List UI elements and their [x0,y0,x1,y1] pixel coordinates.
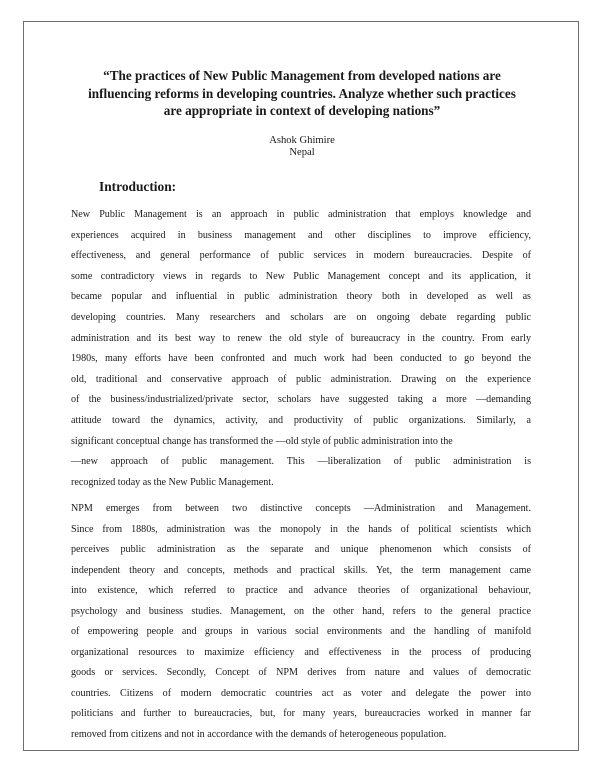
text-line: of the business/industrialized/private sector, scholars have suggested taking a more ―demanding [71,394,531,406]
author-country: Nepal [289,147,315,158]
text-line: countries. Citizens of modern democratic countries act as voter and delegate the power into [71,687,531,699]
text-line: significant conceptual change has transformed the ―old style of public administration into the [71,435,453,447]
text-line: of empowering people and groups in various social environments and the handling of manifold [71,626,531,637]
text-line: independent theory and concepts, methods and practical skills. Yet, the term management came [71,564,531,576]
paragraph-1 [71,205,531,493]
text-line: some contradictory views in regards to New Public Management concept and its application, it [71,270,531,282]
text-line: politicians and further to bureaucracies, but, for many years, bureaucracies worked in manner far [71,708,531,719]
title-line: “The practices of New Public Management from developed nations are [103,68,501,83]
text-line: attitude toward the dynamics, activity, and productivity of public organizations. Similarly, a [71,414,531,426]
text-line: ―new approach of public management. This ―liberalization of public administration is [71,456,531,468]
document-title [74,67,530,120]
text-line: recognized today as the New Public Management. [71,476,274,488]
text-line: New Public Management is an approach in public administration that employs knowledge and [71,209,531,220]
text-line: 1980s, many efforts have been confronted and much work had been conducted to go beyond the [71,353,531,365]
document-page [23,21,579,751]
text-line: NPM emerges from between two distinctive concepts ―Administration and Management. [71,503,531,514]
text-line: administration and its best way to renew the old style of bureaucracy in the country. From early [71,332,531,344]
text-line: effectiveness, and general performance of public services in modern bureaucracies. Despite of [71,250,531,262]
text-line: perceives public administration as the separate and unique phenomenon which consists of [71,544,531,555]
text-line: into existence, which referred to practice and advance theories of organizational behaviour, [71,585,531,596]
paragraph-2 [71,499,531,745]
text-line: goods or services. Secondly, Concept of NPM derives from nature and values of democratic [71,667,531,678]
text-line: Since from 1880s, administration was the monopoly in the hands of political scientists which [71,523,531,535]
text-line: removed from citizens and not in accordance with the demands of heterogeneous population. [71,728,447,740]
title-line: are appropriate in context of developing nations” [163,103,441,118]
text-line: experiences acquired in business management and other disciplines to improve efficiency, [71,229,531,241]
text-line: psychology and business studies. Management, on the other hand, refers to the general practice [71,605,531,617]
title-line: influencing reforms in developing countries. Analyze whether such practices [88,85,516,101]
text-line: developing countries. Many researchers and scholars are on ongoing debate regarding public [71,311,531,323]
author-block [24,135,580,159]
author-name: Ashok Ghimire [269,135,335,146]
text-line: old, traditional and conservative approach of public administration. Drawing on the experience [71,373,531,385]
section-heading: Introduction: [99,179,177,194]
text-line: organizational resources to maximize efficiency and effectiveness in the process of producing [71,646,531,658]
text-line: became popular and influential in public administration theory both in developed as well as [71,291,531,303]
